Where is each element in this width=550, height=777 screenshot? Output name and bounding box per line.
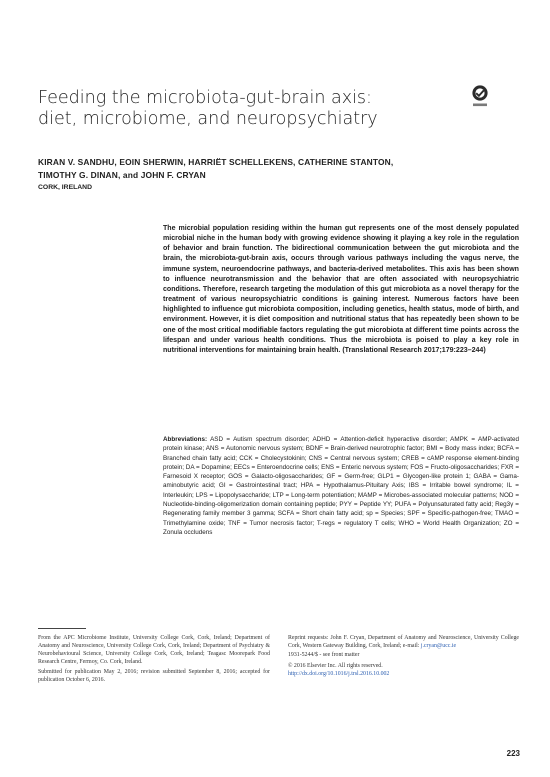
copyright: © 2016 Elsevier Inc. All rights reserved. [288, 663, 383, 670]
page-number: 223 [506, 749, 520, 758]
reprint-text: Reprint requests: John F. Cryan, Department of Anatomy and Neuroscience, University College Cork, Western Gateway Building, Cork, Ireland; e-mail: [288, 635, 519, 650]
footnote-affiliation: From the APC Microbiome Institute, University College Cork, Cork, Ireland; Department of Anatomy and Neuroscience, University College Cork, Cork, Ireland; Department of Psychiatry & Neurobehavioural Science, University College Cork, Cork, Ireland; Teagasc Moorepark Food Research Centre, Fermoy, Co. Cork, Ireland. [38, 635, 270, 666]
footnote-divider [38, 628, 86, 629]
title-line-1: Feeding the microbiota-gut-brain axis: [38, 88, 372, 108]
abstract: The microbial population residing within the human gut represents one of the most densely populated microbial niche in the human body with growing evidence showing it playing a key role in the regulation of behavior and brain function. The bidirectional communication between the gut microbiota and the brain, the microbiota-gut-brain axis, occurs through various pathways including the vagus nerve, the immune system, neuroendocrine pathways, and bacteria-derived metabolites. This axis has been shown to influence neurotransmission and the behavior that are often associated with neuropsychiatric conditions. Therefore, research targeting the modulation of this gut microbiota as a novel therapy for the treatment of various neuropsychiatric conditions is gaining interest. Numerous factors have been highlighted to influence gut microbiota composition, including genetics, health status, mode of birth, and environment. However, it is diet composition and nutritional status that has repeatedly been shown to be one of the most critical modifiable factors regulating the gut microbiota at different time points across the lifespan and under various health conditions. Thus the microbiota is poised to play a key role in nutritional interventions for maintaining brain health. (Translational Research 2017;179:223–244) [163, 225, 519, 354]
article-title [38, 88, 458, 130]
issn: 1931-5244/$ - see front matter [288, 652, 360, 659]
footnote-left [38, 634, 270, 685]
title-line-2: diet, microbiome, and neuropsychiatry [38, 109, 378, 129]
crossmark-icon[interactable] [470, 84, 490, 110]
authors-line-1: KIRAN V. SANDHU, EOIN SHERWIN, HARRIËT SCHELLEKENS, CATHERINE STANTON, [38, 157, 394, 167]
author-location: CORK, IRELAND [38, 184, 92, 191]
abbreviations [163, 435, 519, 537]
author-list [38, 156, 478, 182]
abbreviations-text: ASD = Autism spectrum disorder; ADHD = Attention-deficit hyperactive disorder; AMPK = AMP-activated protein kinase; ANS = Autonomic nervous system; BDNF = Brain-derived neurotrophic factor; BMI = Body mass index; BCFA = Branched chain fatty acid; CCK = Cholecystokinin; CNS = Central nervous system; CREB = cAMP response element-binding protein; DA = Dopamine; EECs = Enteroendocrine cells; ENS = Enteric nervous system; FOS = Fructo-oligosaccharides; FXR = Farnesoid X receptor; GOS = Galacto-oligosaccharides; GF = Germ-free; GLP1 = Glycogen-like protein 1; GABA = Gama-aminobutyric acid; GI = Gastrointestinal tract; HPA = Hypothalamus-Pituitary Axis; IBS = Irritable bowel syndrome; IL = Interleukin; LPS = Lipopolysaccharide; LTP = Long-term potentiation; MAMP = Microbes-associated molecular patterns; NOD = Nucleotide-binding-oligomerization domain containing peptide; PYY = Peptide YY; PUFA = Polyunsaturated fatty acid; Reg3γ = Regenerating family member 3 gamma; SCFA = Short chain fatty acid; sp = Species; SPF = Specific-pathogen-free; TMAO = Trimethylamine oxide; TNF = Tumor necrosis factor; T-regs = regulatory T cells; WHO = World Health Organization; ZO = Zonula occludens [163, 436, 519, 536]
authors-line-2: TIMOTHY G. DINAN, and JOHN F. CRYAN [38, 170, 206, 180]
footnote-right [288, 634, 519, 678]
reprint-requests [288, 634, 519, 650]
abbreviations-label: Abbreviations: [163, 436, 208, 443]
doi-link[interactable]: http://dx.doi.org/10.1016/j.trsl.2016.10.002 [288, 671, 390, 678]
submission-dates: Submitted for publication May 2, 2016; revision submitted September 8, 2016; accepted for publication October 6, 2016. [38, 669, 270, 684]
email-link[interactable]: j.cryan@ucc.ie [420, 643, 457, 650]
